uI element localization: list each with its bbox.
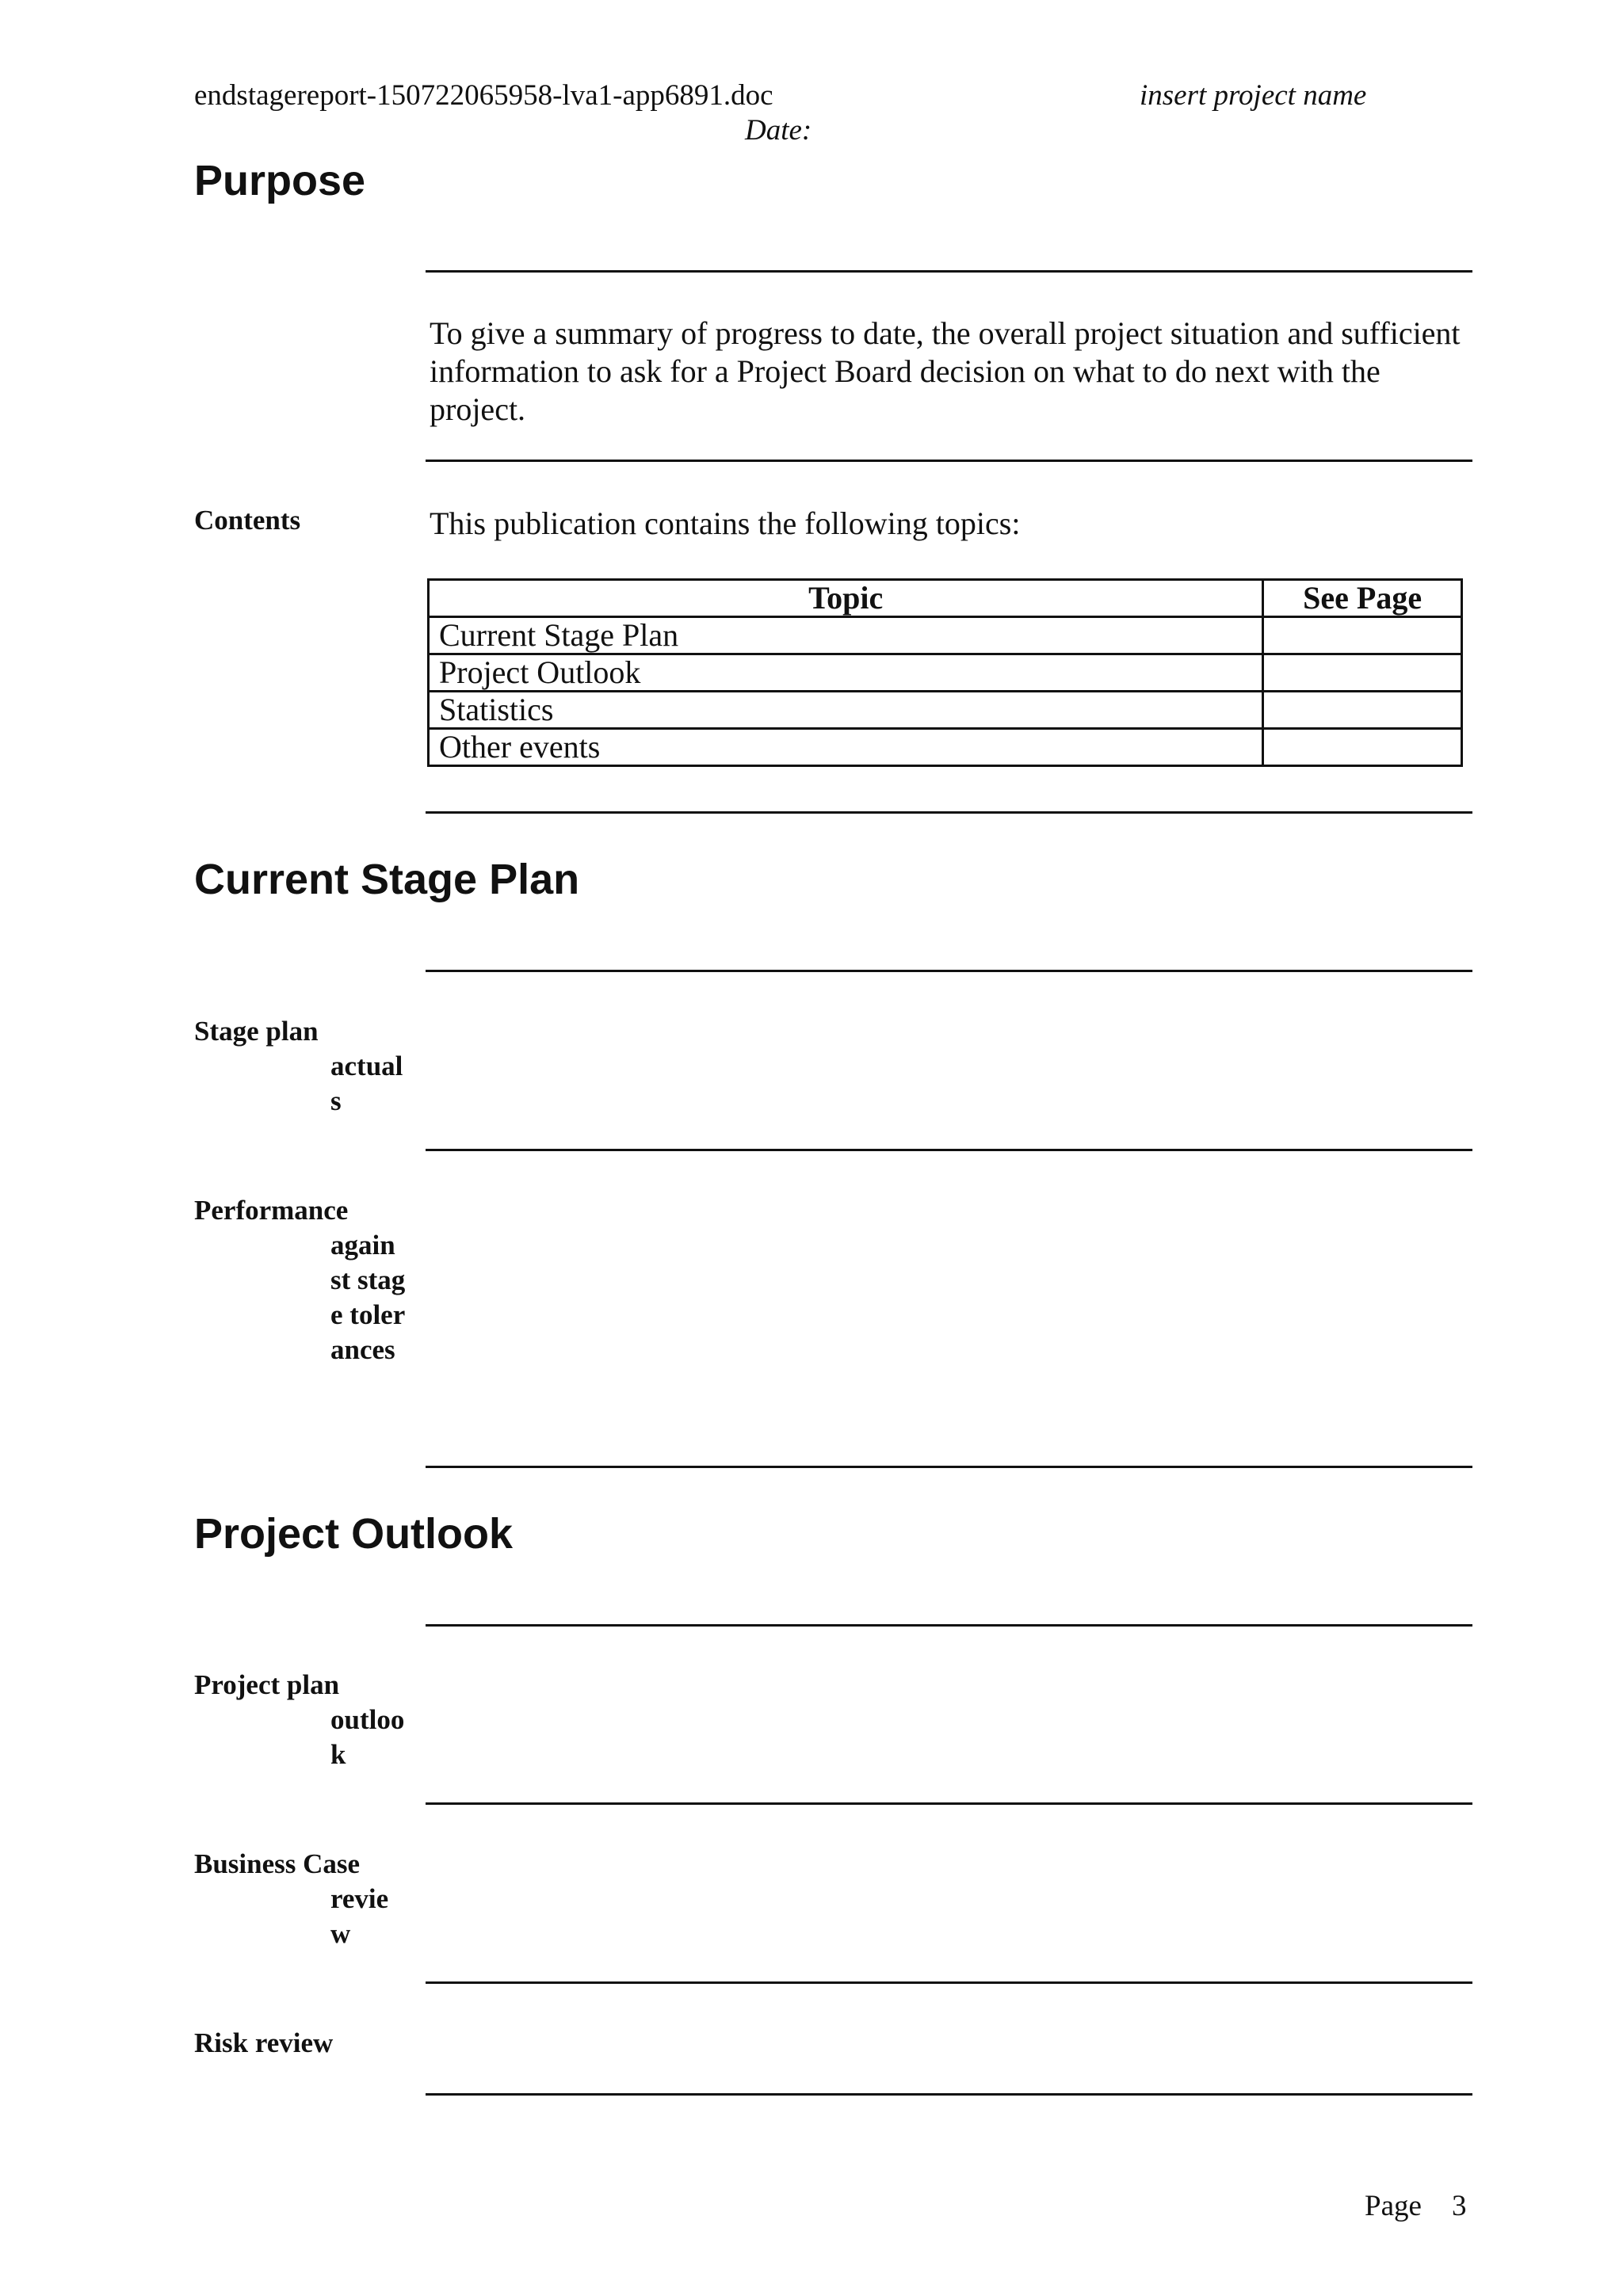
label-first-line: Stage plan — [194, 1016, 319, 1047]
label-first-line: Business Case — [194, 1848, 361, 1879]
contents-intro: This publication contains the following topics: — [430, 505, 1021, 541]
label-continuation: review — [330, 1883, 389, 1949]
label-continuation: against stage tolerances — [330, 1230, 406, 1365]
performance-label — [194, 1193, 408, 1367]
column-header-see-page: See Page — [1263, 580, 1462, 617]
topic-cell: Other events — [429, 729, 1263, 766]
divider — [426, 1981, 1472, 1984]
business-case-review-label — [194, 1847, 408, 1951]
purpose-text: To give a summary of progress to date, the overall project situation and sufficient information to ask for a Project Board decision on what to do next with the project. — [430, 315, 1461, 427]
contents-label-text: Contents — [194, 505, 301, 536]
page-cell — [1263, 692, 1462, 729]
page-number — [1365, 2188, 1466, 2225]
contents-table — [427, 578, 1463, 767]
page-label: Page — [1365, 2190, 1422, 2222]
date-label: Date: — [745, 114, 812, 147]
page-cell — [1263, 617, 1462, 654]
divider — [426, 1466, 1472, 1468]
divider — [426, 270, 1472, 273]
topic-cell: Current Stage Plan — [429, 617, 1263, 654]
divider — [426, 1802, 1472, 1805]
divider — [426, 1149, 1472, 1151]
divider — [426, 1624, 1472, 1627]
table-row — [429, 729, 1462, 766]
project-outlook-heading: Project Outlook — [194, 1510, 514, 1558]
page-number-value: 3 — [1451, 2190, 1467, 2222]
divider — [426, 2093, 1472, 2096]
stage-plan-actuals-label — [194, 1014, 408, 1119]
page-cell — [1263, 729, 1462, 766]
label-first-line: Risk review — [194, 2027, 334, 2058]
contents-label — [194, 503, 408, 538]
divider — [426, 970, 1472, 972]
table-row — [429, 654, 1462, 692]
current-stage-plan-heading: Current Stage Plan — [194, 856, 580, 903]
label-first-line: Performance — [194, 1195, 349, 1226]
divider — [426, 460, 1472, 462]
page-cell — [1263, 654, 1462, 692]
table-row — [429, 617, 1462, 654]
project-name: insert project name — [1140, 79, 1367, 112]
label-first-line: Project plan — [194, 1669, 340, 1700]
purpose-heading: Purpose — [194, 157, 366, 204]
label-continuation: outlook — [330, 1704, 405, 1770]
project-plan-outlook-label — [194, 1668, 408, 1772]
label-continuation: actuals — [330, 1051, 403, 1116]
risk-review-label — [194, 2026, 408, 2061]
table-header-row — [429, 580, 1462, 617]
divider — [426, 811, 1472, 814]
topic-cell: Statistics — [429, 692, 1263, 729]
column-header-topic: Topic — [429, 580, 1263, 617]
topic-cell: Project Outlook — [429, 654, 1263, 692]
document-filename: endstagereport-150722065958-lva1-app6891.doc — [194, 79, 773, 112]
table-row — [429, 692, 1462, 729]
